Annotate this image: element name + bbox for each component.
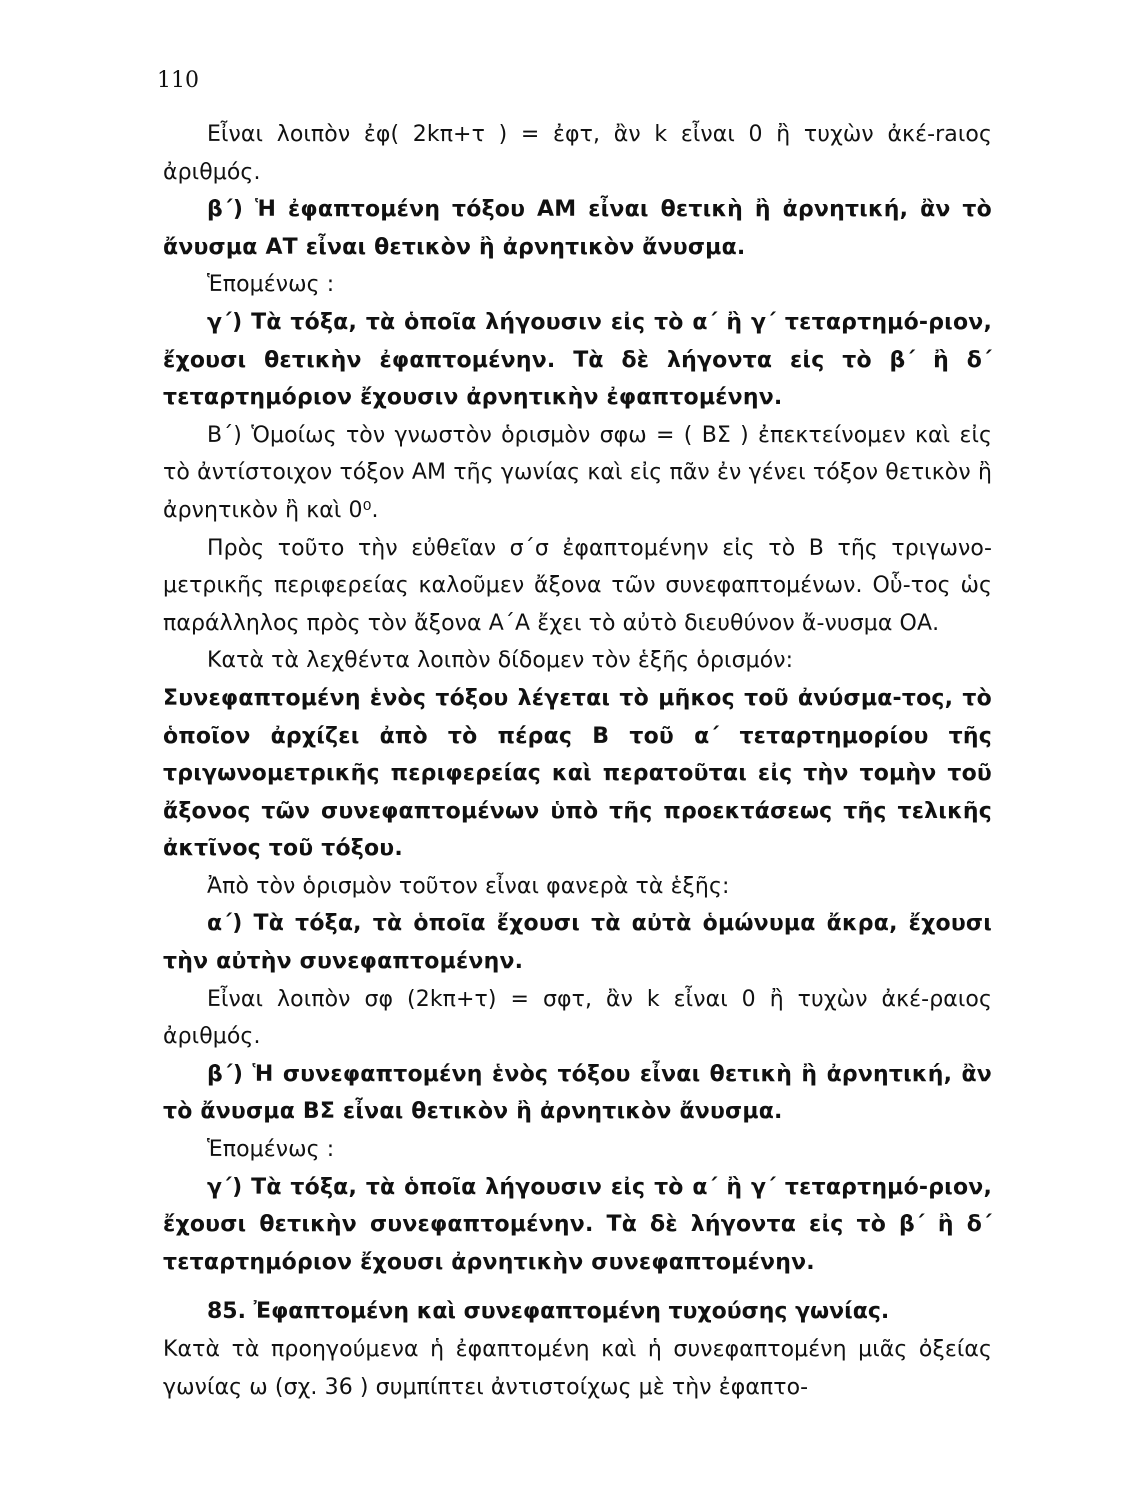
page-number: 110 xyxy=(157,68,199,93)
section-title: Ἐφαπτομένη καὶ συνεφαπτομένη τυχούσης γωνίας. xyxy=(253,1299,890,1325)
paragraph-cot-axis: Πρὸς τοῦτο τὴν εὐθεῖαν σ΄σ ἐφαπτομένην εἰς τὸ Β τῆς τριγωνο-μετρικῆς περιφερείας καλοῦμεν ἄξονα τῶν συνεφαπτομένων. Οὗ-τος ὡς παράλληλος πρὸς τὸν ἄξονα Α΄Α ἔχει τὸ αὐτὸ διευθύνον ἄ-νυσμα ΟΑ. xyxy=(163,535,992,636)
paragraph-therefore: Ἑπομένως : xyxy=(207,272,335,298)
section-number: 85. xyxy=(207,1299,246,1325)
paragraph-cot-definition-extension: Β΄) Ὁμοίως τὸν γνωστὸν ὁρισμὸν σφω = ( ΒΣ ) ἐπεκτείνομεν καὶ εἰς τὸ ἀντίστοιχον τόξον ΑΜ τῆς γωνίας καὶ εἰς πᾶν ἐν γένει τόξον θετικὸν ἢ ἀρνητικὸν ἢ καὶ 0⁰. xyxy=(163,422,992,523)
paragraph-consequences: Ἀπὸ τὸν ὁρισμὸν τοῦτον εἶναι φανερὰ τὰ ἑξῆς: xyxy=(207,873,730,899)
definition-cotangent: Συνεφαπτομένη ἑνὸς τόξου λέγεται τὸ μῆκος τοῦ ἀνύσμα-τος, τὸ ὁποῖον ἀρχίζει ἀπὸ τὸ πέρας Β τοῦ α΄ τεταρτημορίου τῆς τριγωνομετρικῆς περιφερείας καὶ περατοῦται εἰς τὴν τομὴν τοῦ ἄξονος τῶν συνεφαπτομένων ὑπὸ τῆς προεκτάσεως τῆς τελικῆς ἀκτῖνος τοῦ τόξου. xyxy=(163,685,992,862)
section-heading xyxy=(163,1293,992,1331)
rule-cot-sign: β΄) Ἡ συνεφαπτομένη ἑνὸς τόξου εἶναι θετικὴ ἢ ἀρνητική, ἂν τὸ ἄνυσμα ΒΣ εἶναι θετικὸν ἢ ἀρνητικὸν ἄνυσμα. xyxy=(163,1061,992,1125)
section-body: Κατὰ τὰ προηγούμενα ἡ ἐφαπτομένη καὶ ἡ συνεφαπτομένη μιᾶς ὀξείας γωνίας ω (σχ. 36 ) συμπίπτει ἀντιστοίχως μὲ τὴν ἐφαπτο- xyxy=(163,1337,992,1400)
paragraph-definition-intro: Κατὰ τὰ λεχθέντα λοιπὸν δίδομεν τὸν ἑξῆς ὁρισμόν: xyxy=(207,648,794,674)
paragraph-cot-periodicity: Εἶναι λοιπὸν σφ (2kπ+τ) = σφτ, ἂν k εἶναι 0 ἢ τυχὼν ἀκέ-ραιος ἀριθμός. xyxy=(163,986,992,1050)
rule-tan-quadrants: γ΄) Τὰ τόξα, τὰ ὁποῖα λήγουσιν εἰς τὸ α΄ ἢ γ΄ τεταρτημό-ριον, ἔχουσι θετικὴν ἐφαπτομένην. Τὰ δὲ λήγοντα εἰς τὸ β΄ ἢ δ΄ τεταρτημόριον ἔχουσιν ἀρνητικὴν ἐφαπτομένην. xyxy=(163,309,992,411)
paragraph-therefore-2: Ἑπομένως : xyxy=(207,1137,335,1163)
rule-tan-sign: β΄) Ἡ ἐφαπτομένη τόξου ΑΜ εἶναι θετικὴ ἢ ἀρνητική, ἂν τὸ ἄνυσμα ΑΤ εἶναι θετικὸν ἢ ἀρνητικὸν ἄνυσμα. xyxy=(163,197,992,260)
paragraph-tan-periodicity: Εἶναι λοιπὸν ἐφ( 2kπ+τ ) = ἐφτ, ἂν k εἶναι 0 ἢ τυχὼν ἀκέ-raιος ἀριθμός. xyxy=(163,122,992,185)
rule-cot-quadrants: γ΄) Τὰ τόξα, τὰ ὁποῖα λήγουσιν εἰς τὸ α΄ ἢ γ΄ τεταρτημό-ριον, ἔχουσι θετικὴν συνεφαπτομένην. Τὰ δὲ λήγοντα εἰς τὸ β΄ ἢ δ΄ τεταρτημόριον ἔχουσι ἀρνητικὴν συνεφαπτομένην. xyxy=(163,1174,992,1275)
rule-cot-same-endpoints: α΄) Τὰ τόξα, τὰ ὁποῖα ἔχουσι τὰ αὐτὰ ὁμώνυμα ἄκρα, ἔχουσι τὴν αὐτὴν συνεφαπτομένην. xyxy=(163,911,992,975)
